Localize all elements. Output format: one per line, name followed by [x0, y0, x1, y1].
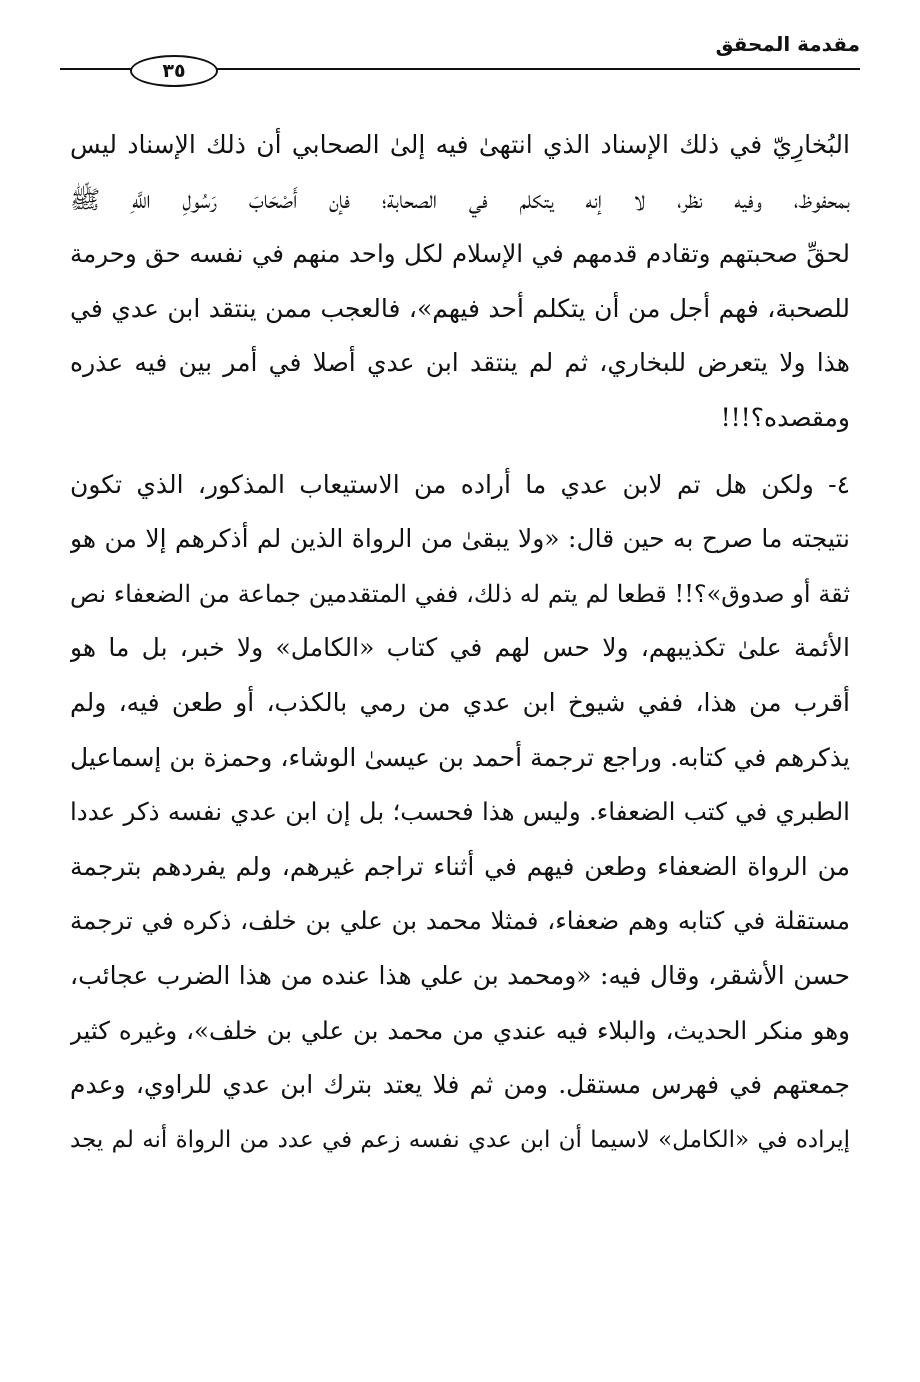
text-line: أقرب من هذا، ففي شيوخ ابن عدي من رمي بالكذب، أو طعن فيه، ولم [70, 687, 850, 717]
text-line: ٤- ولكن هل تم لابن عدي ما أراده من الاستيعاب المذكور، الذي تكون [70, 469, 850, 499]
paragraph-gap [70, 446, 850, 458]
text-line: الطبري في كتب الضعفاء. وليس هذا فحسب؛ بل إن ابن عدي نفسه ذكر عددا [70, 797, 850, 827]
text-line: وهو منكر الحديث، والبلاء فيه عندي من محمد بن علي بن خلف»، وغيره كثير [70, 1015, 850, 1045]
text-line: الأئمة علىٰ تكذيبهم، ولا حس لهم في كتاب «الكامل» ولا خبر، بل ما هو [70, 633, 850, 663]
text-line: هذا ولا يتعرض للبخاري، ثم لم ينتقد ابن عدي أصلا في أمر بين فيه عذره [70, 348, 850, 378]
text-line: ثقة أو صدوق»؟!! قطعا لم يتم له ذلك، ففي المتقدمين جماعة من الضعفاء نص [70, 579, 850, 608]
text-line: لحقِّ صحبتهم وتقادم قدمهم في الإسلام لكل واحد منهم في نفسه حق وحرمة [70, 239, 850, 269]
paragraph-2 [70, 458, 850, 1168]
text-line: للصحبة، فهم أجل من أن يتكلم أحد فيهم»، فالعجب ممن ينتقد ابن عدي في [70, 293, 850, 323]
text-line: البُخارِيّ في ذلك الإسناد الذي انتهىٰ فيه إلىٰ الصحابي أن ذلك الإسناد ليس [70, 130, 850, 159]
body-text [70, 118, 850, 1167]
paragraph-1 [70, 118, 850, 446]
running-title: مقدمة المحقق [715, 32, 860, 56]
text-line: إيراده في «الكامل» لاسيما أن ابن عدي نفسه زعم في عدد من الرواة أنه لم يجد [70, 1126, 850, 1153]
text-line: حسن الأشقر، وقال فيه: «ومحمد بن علي هذا عنده من هذا الضرب عجائب، [70, 960, 850, 990]
text-line: يذكرهم في كتابه. وراجع ترجمة أحمد بن عيسىٰ الوشاء، وحمزة بن إسماعيل [70, 742, 850, 772]
text-line: من الرواة الضعفاء وطعن فيهم في أثناء تراجم غيرهم، ولم يفردهم بترجمة [70, 851, 850, 881]
text-line: مستقلة في كتابه وهم ضعفاء، فمثلا محمد بن علي بن خلف، ذكره في ترجمة [70, 906, 850, 936]
page-number: ٣٥ [130, 55, 218, 87]
text-line: جمعتهم في فهرس مستقل. ومن ثم فلا يعتد بترك ابن عدي للراوي، وعدم [70, 1070, 850, 1100]
text-line: ومقصده؟!!! [720, 402, 850, 432]
text-line: بمحفوظ، وفيه نظر، لا إنه يتكلم في الصحابة؛ فإن أَصْحَابَ رَسُولِ اللَّهِ ﷺ [70, 184, 850, 214]
page-header [60, 28, 860, 88]
text-line: نتيجته ما صرح به حين قال: «ولا يبقىٰ من الرواة الذين لم أذكرهم إلا من هو [70, 524, 850, 554]
